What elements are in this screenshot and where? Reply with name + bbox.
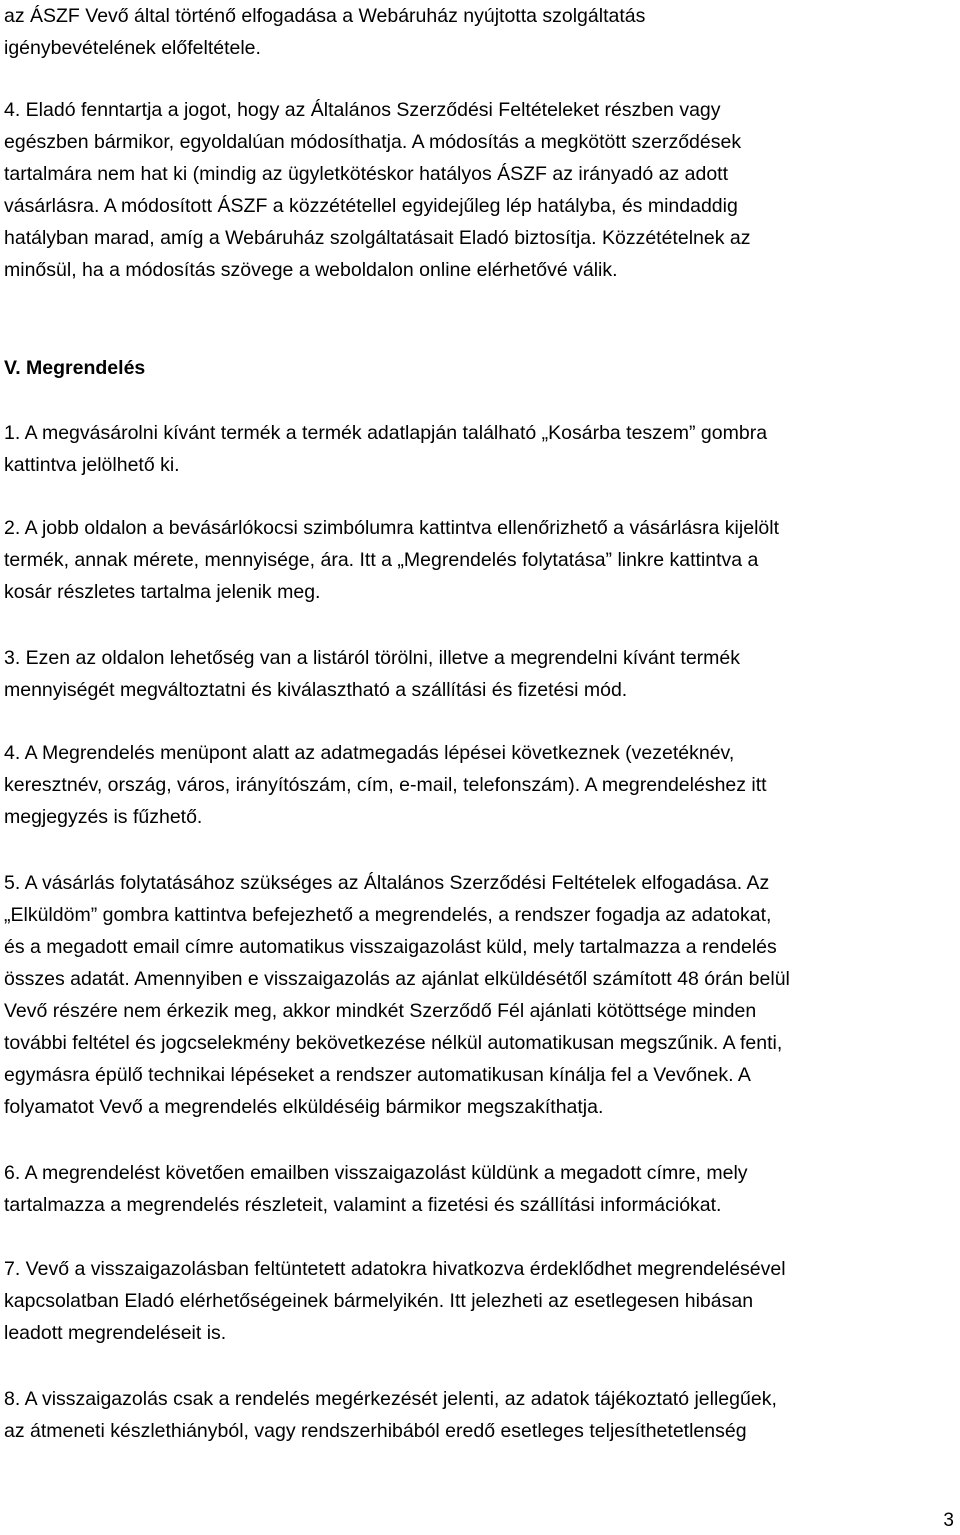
- order-item-4: 4. A Megrendelés menüpont alatt az adatmegadás lépései következnek (vezetéknév, keresztnév, ország, város, irányítószám, cím, e-mail, telefonszám). A megrendeléshez itt megjegyzés is fűzhető.: [4, 742, 767, 828]
- order-item-2: 2. A jobb oldalon a bevásárlókocsi szimbólumra kattintva ellenőrizhető a vásárlásra kijelölt termék, annak mérete, mennyisége, ára. Itt a „Megrendelés folytatása” linkre kattintva a kosár részletes tartalma jelenik meg.: [4, 517, 779, 603]
- intro-paragraph: az ÁSZF Vevő által történő elfogadása a Webáruház nyújtotta szolgáltatás igénybevételének előfeltétele.: [4, 5, 646, 59]
- paragraph-4-modification: 4. Eladó fenntartja a jogot, hogy az Általános Szerződési Feltételeket részben vagy egészben bármikor, egyoldalúan módosíthatja. A módosítás a megkötött szerződések tartalmára nem hat ki (mindig az ügyletkötéskor hatályos ÁSZF az irányadó az adott vásárlásra. A módosított ÁSZF a közzététellel egyidejűleg lép hatályba, és mindaddig hatályban marad, amíg a Webáruház szolgáltatásait Eladó biztosítja. Közzétételnek az minősül, ha a módosítás szövege a weboldalon online elérhetővé válik.: [4, 99, 751, 281]
- order-item-5: 5. A vásárlás folytatásához szükséges az Általános Szerződési Feltételek elfogadása. Az „Elküldöm” gombra kattintva befejezhető a megrendelés, a rendszer fogadja az adatokat, és a megadott email címre automatikus visszaigazolást küld, mely tartalmazza a rendelés összes adatát. Amennyiben e visszaigazolás az ajánlat elküldésétől számított 48 órán belül Vevő részére nem érkezik meg, akkor mindkét Szerződő Fél ajánlati kötöttsége minden további feltétel és jogcselekmény bekövetkezése nélkül automatikusan megszűnik. A fenti, egymásra épülő technikai lépéseket a rendszer automatikusan kínálja fel a Vevőnek. A folyamatot Vevő a megrendelés elküldéséig bármikor megszakíthatja.: [4, 872, 790, 1118]
- order-item-7: 7. Vevő a visszaigazolásban feltüntetett adatokra hivatkozva érdeklődhet megrendelésével kapcsolatban Eladó elérhetőségeinek bármelyikén. Itt jelezheti az esetlegesen hibásan leadott megrendeléseit is.: [4, 1258, 786, 1344]
- order-item-8: 8. A visszaigazolás csak a rendelés megérkezését jelenti, az adatok tájékoztató jellegűek, az átmeneti készlethiányból, vagy rendszerhibából eredő esetleges teljesíthetetlenség: [4, 1388, 777, 1442]
- order-item-6: 6. A megrendelést követően emailben visszaigazolást küldünk a megadott címre, mely tartalmazza a megrendelés részleteit, valamint a fizetési és szállítási információkat.: [4, 1162, 748, 1216]
- section-heading: V. Megrendelés: [4, 357, 146, 379]
- page-number: 3: [943, 1510, 954, 1531]
- order-item-3: 3. Ezen az oldalon lehetőség van a listáról törölni, illetve a megrendelni kívánt termék mennyiségét megváltoztatni és kiválasztható a szállítási és fizetési mód.: [4, 647, 740, 701]
- order-item-1: 1. A megvásárolni kívánt termék a termék adatlapján található „Kosárba teszem” gombra kattintva jelölhető ki.: [4, 422, 768, 476]
